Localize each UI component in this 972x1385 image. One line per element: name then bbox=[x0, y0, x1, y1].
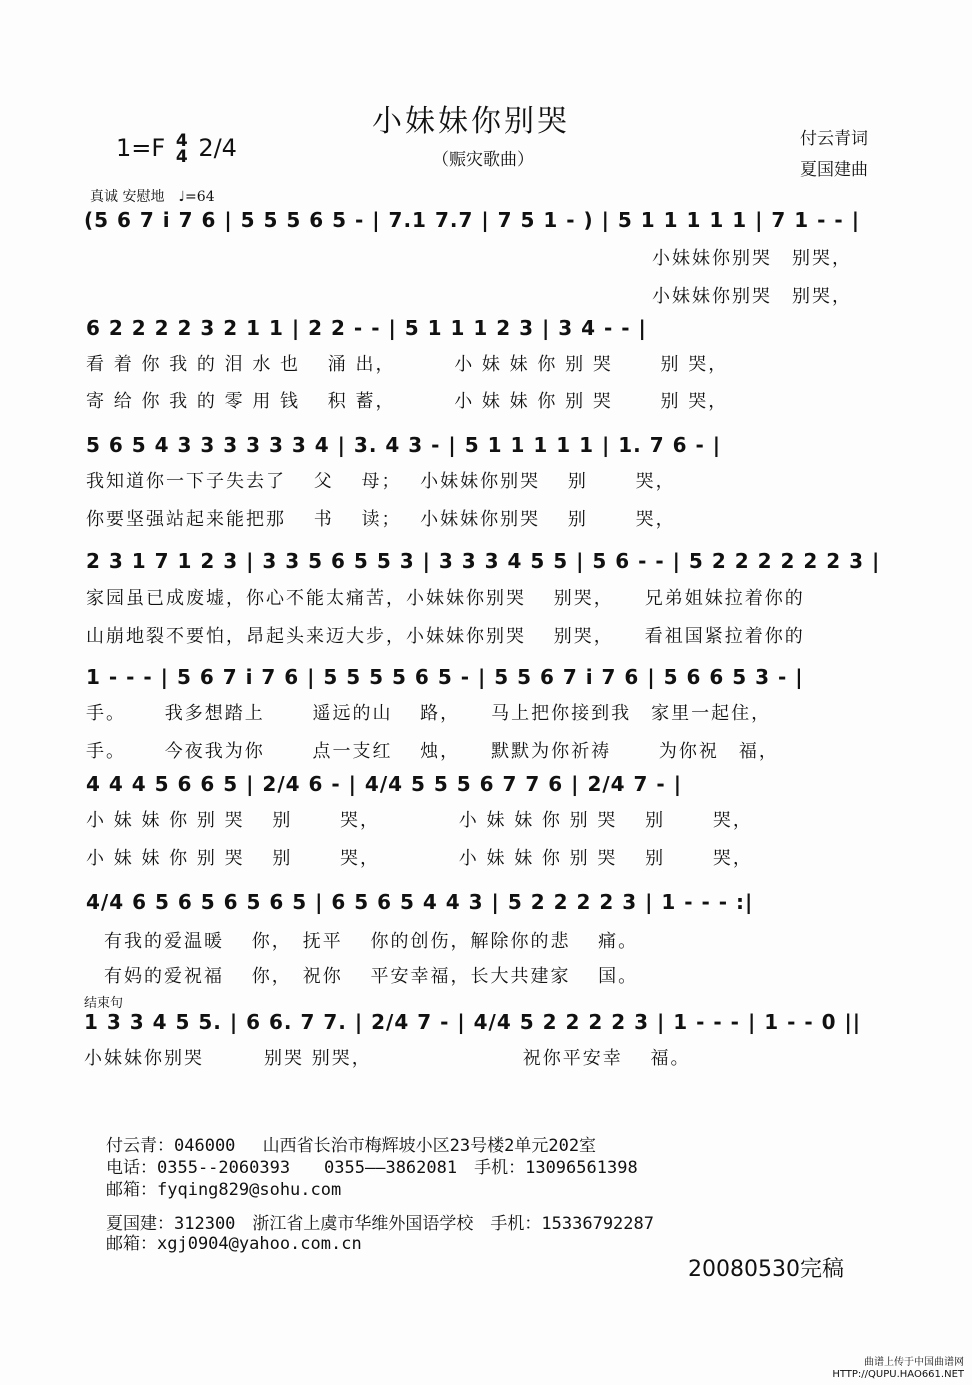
lyric-row-6-verse-1: 小 妹 妹 你 别 哭 别 哭， 小 妹 妹 你 别 哭 别 哭， bbox=[86, 810, 753, 831]
key-and-time-signature bbox=[116, 131, 237, 168]
time-denominator: 4 bbox=[175, 147, 188, 168]
lyricist-email: 邮箱：fyqing829@sohu.com bbox=[106, 1180, 342, 1200]
lyric-row-6-verse-2: 小 妹 妹 你 别 哭 别 哭， 小 妹 妹 你 别 哭 别 哭， bbox=[86, 848, 753, 869]
notation-row-8: 1 3 3 4 5 5. | 6 6. 7 7. | 2/4 7 - | 4/4 5 2 2 2 2 3 | 1 - - - | 1 - - 0 || bbox=[84, 1010, 862, 1034]
lyricist-phone: 电话：0355--2060393 0355——3862081 手机：13096561398 bbox=[106, 1158, 638, 1178]
lyricist-address: 付云青：046000 山西省长治市梅辉坡小区23号楼2单元202室 bbox=[106, 1136, 597, 1156]
notation-row-6: 4 4 4 5 6 6 5 | 2/4 6 - | 4/4 5 5 5 6 7 7 6 | 2/4 7 - | bbox=[86, 772, 682, 796]
notation-row-4: 2 3 1 7 1 2 3 | 3 3 5 6 5 5 3 | 3 3 3 4 5 5 | 5 6 - - | 5 2 2 2 2 2 2 3 | bbox=[86, 549, 881, 573]
lyric-row-7-verse-1: 有我的爱温暖 你， 抚平 你的创伤，解除你的悲 痛。 bbox=[104, 931, 639, 952]
lyric-row-2-verse-2: 寄 给 你 我 的 零 用 钱 积 蓄， 小 妹 妹 你 别 哭 别 哭， bbox=[86, 391, 729, 412]
lyric-row-8: 小妹妹你别哭 别哭 别哭， 祝你平安幸 福。 bbox=[84, 1048, 691, 1069]
lyricist-credit: 付云青词 bbox=[800, 129, 868, 149]
song-title: 小妹妹你别哭 bbox=[372, 104, 570, 139]
notation-row-7: 4/4 6 5 6 5 6 5 6 5 | 6 5 6 5 4 4 3 | 5 2 2 2 2 3 | 1 - - - :| bbox=[86, 890, 754, 914]
composer-address: 夏国建：312300 浙江省上虞市华维外国语学校 手机：15336792287 bbox=[106, 1214, 654, 1234]
completion-date: 20080530完稿 bbox=[688, 1257, 844, 1282]
lyric-row-1-verse-1: 小妹妹你别哭 别哭， bbox=[652, 248, 852, 269]
composer-email: 邮箱：xgj0904@yahoo.com.cn bbox=[106, 1234, 362, 1254]
notation-row-3: 5 6 5 4 3 3 3 3 3 3 4 | 3. 4 3 - | 5 1 1 1 1 1 | 1. 7 6 - | bbox=[86, 433, 722, 457]
lyric-row-4-verse-2: 山崩地裂不要怕，昂起头来迈大步，小妹妹你别哭 别哭， 看祖国紧拉着你的 bbox=[86, 626, 805, 647]
notation-row-1: (5 6 7 i 7 6 | 5 5 5 6 5 - | 7.1 7.7 | 7 5 1 - ) | 5 1 1 1 1 1 | 7 1 - - | bbox=[84, 208, 861, 232]
lyric-row-3-verse-1: 我知道你一下子失去了 父 母； 小妹妹你别哭 别 哭， bbox=[86, 471, 676, 492]
lyric-row-4-verse-1: 家园虽已成废墟，你心不能太痛苦，小妹妹你别哭 别哭， 兄弟姐妹拉着你的 bbox=[86, 588, 805, 609]
lyric-row-7-verse-2: 有妈的爱祝福 你， 祝你 平安幸福，长大共建家 国。 bbox=[104, 966, 639, 987]
song-subtitle: （赈灾歌曲） bbox=[432, 150, 534, 170]
composer-credit: 夏国建曲 bbox=[800, 160, 868, 180]
lyric-row-5-verse-2: 手。 今夜我为你 点一支红 烛， 默默为你祈祷 为你祝 福， bbox=[86, 741, 779, 762]
lyric-row-5-verse-1: 手。 我多想踏上 遥远的山 路， 马上把你接到我 家里一起住， bbox=[86, 703, 772, 724]
time-numerator: 4 bbox=[175, 131, 188, 151]
watermark-line-2: HTTP://QUPU.HAO661.NET bbox=[832, 1369, 964, 1380]
tempo-marking: 真诚 安慰地 ♩=64 bbox=[90, 189, 215, 205]
lyric-row-3-verse-2: 你要坚强站起来能把那 书 读； 小妹妹你别哭 别 哭， bbox=[86, 509, 676, 530]
time-signature bbox=[175, 131, 188, 168]
key-signature: 1=F bbox=[116, 134, 166, 163]
site-watermark bbox=[832, 1357, 964, 1381]
lyric-row-2-verse-1: 看 着 你 我 的 泪 水 也 涌 出， 小 妹 妹 你 别 哭 别 哭， bbox=[86, 354, 729, 375]
lyric-row-1-verse-2: 小妹妹你别哭 别哭， bbox=[652, 286, 852, 307]
ending-label: 结束句 bbox=[84, 996, 124, 1011]
notation-row-2: 6 2 2 2 2 3 2 1 1 | 2 2 - - | 5 1 1 1 2 3 | 3 4 - - | bbox=[86, 316, 647, 340]
notation-row-5: 1 - - - | 5 6 7 i 7 6 | 5 5 5 5 6 5 - | 5 5 6 7 i 7 6 | 5 6 6 5 3 - | bbox=[86, 665, 804, 689]
alt-time-signature: 2/4 bbox=[198, 134, 237, 163]
watermark-line-1: 曲谱上传于中国曲谱网 bbox=[864, 1357, 964, 1368]
